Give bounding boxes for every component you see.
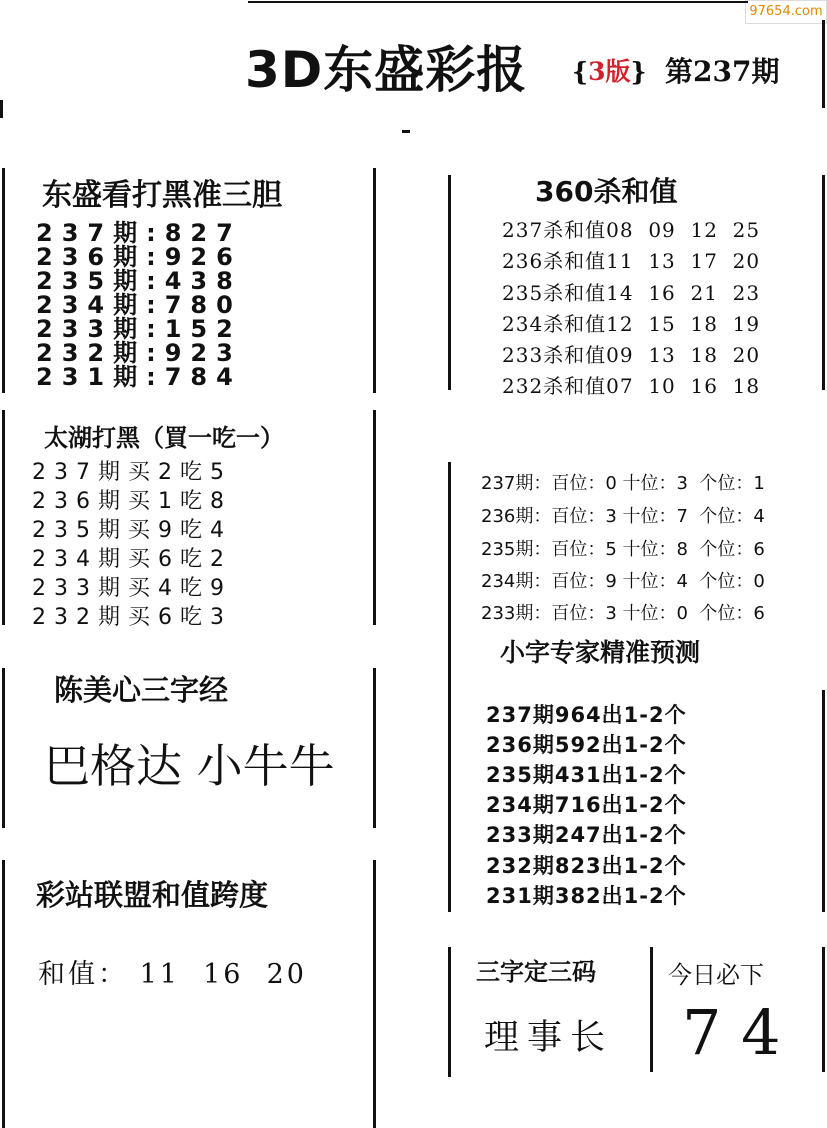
edition-number: 3版: [588, 57, 631, 86]
list-item: 236杀和值11 13 17 20: [502, 249, 761, 273]
panel-chen-right-border: [373, 668, 376, 828]
list-item: 233杀和值09 13 18 20: [502, 343, 761, 367]
panel-jinri-title: 今日必下: [668, 961, 764, 989]
header-right-border: [822, 20, 825, 108]
list-item: 237期买2吃5: [32, 460, 232, 485]
panel-sanzi-title: 三字定三码: [476, 958, 596, 986]
list-item: 233期买4吃9: [32, 576, 232, 601]
issue-number: 第237期: [665, 55, 780, 88]
panel-xiaozi-title: 小字专家精准预测: [500, 638, 701, 667]
panel-360-left-border: [448, 175, 451, 390]
list-item: 236期买1吃8: [32, 489, 232, 514]
paper-title: 3D东盛彩报: [245, 41, 528, 99]
list-item: 234期716出1-2个: [486, 793, 687, 817]
list-item: 231期382出1-2个: [486, 884, 687, 908]
list-item: 234期:780: [36, 291, 242, 319]
panel-taihu-right-border: [373, 410, 376, 625]
panel-sanzi-left-border: [448, 947, 451, 1077]
list-item: 231期:784: [36, 363, 242, 391]
list-item: 233期247出1-2个: [486, 823, 687, 847]
list-item: 236期:926: [36, 243, 242, 271]
panel-caizhan-left-border: [2, 860, 5, 1128]
panel-positions-right-border: [822, 690, 825, 912]
list-item: 232期:923: [36, 339, 242, 367]
watermark: 97654.com: [745, 0, 827, 24]
list-item: 237期：百位：0 十位：3 个位：1: [481, 473, 765, 494]
header-left-mark: [0, 100, 3, 118]
list-item: 235期：百位：5 十位：8 个位：6: [481, 539, 765, 560]
panel-chen-content: 巴格达 小牛牛: [44, 739, 335, 793]
panel-jinri-content: 7 4: [682, 996, 781, 1069]
list-item: 235期431出1-2个: [486, 763, 687, 787]
list-item: 237期964出1-2个: [486, 703, 687, 727]
edition-label: {3版}: [572, 57, 647, 86]
panel-caizhan-content: 和值： 11 16 20: [38, 959, 307, 990]
panel-taihu-left-border: [2, 410, 5, 625]
list-item: 234期：百位：9 十位：4 个位：0: [481, 571, 765, 592]
list-item: 235期买9吃4: [32, 518, 232, 543]
list-item: 232期买6吃3: [32, 605, 232, 630]
panel-dongsheng-left-border: [2, 168, 5, 393]
panel-divider: [650, 947, 653, 1072]
list-item: 232期823出1-2个: [486, 854, 687, 878]
list-item: 235期:438: [36, 267, 242, 295]
top-border: [248, 1, 748, 3]
list-item: 237杀和值08 09 12 25: [502, 218, 761, 242]
list-item: 233期：百位：3 十位：0 个位：6: [481, 603, 765, 624]
list-item: 236期：百位：3 十位：7 个位：4: [481, 506, 765, 527]
panel-jinri-right-border: [822, 947, 825, 1072]
panel-360-title: 360杀和值: [535, 175, 678, 208]
panel-dongsheng-right-border: [373, 168, 376, 393]
list-item: 234期买6吃2: [32, 547, 232, 572]
list-item: 232杀和值07 10 16 18: [502, 374, 761, 398]
list-item: 234杀和值12 15 18 19: [502, 312, 761, 336]
panel-chen-left-border: [2, 668, 5, 828]
list-item: 236期592出1-2个: [486, 733, 687, 757]
list-item: 235杀和值14 16 21 23: [502, 281, 761, 305]
panel-taihu-title: 太湖打黑（買一吃一）: [44, 423, 284, 452]
panel-positions-left-border: [448, 462, 451, 912]
panel-caizhan-title: 彩站联盟和值跨度: [36, 878, 269, 912]
panel-dongsheng-title: 东盛看打黑准三胆: [42, 178, 282, 213]
panel-sanzi-content: 理事长: [484, 1018, 614, 1058]
panel-chen-title: 陈美心三字经: [54, 673, 229, 707]
panel-360-right-border: [822, 175, 825, 390]
list-item: 237期:827: [36, 219, 242, 247]
list-item: 233期:152: [36, 315, 242, 343]
header-dash: [402, 130, 410, 133]
panel-caizhan-right-border: [373, 860, 376, 1128]
